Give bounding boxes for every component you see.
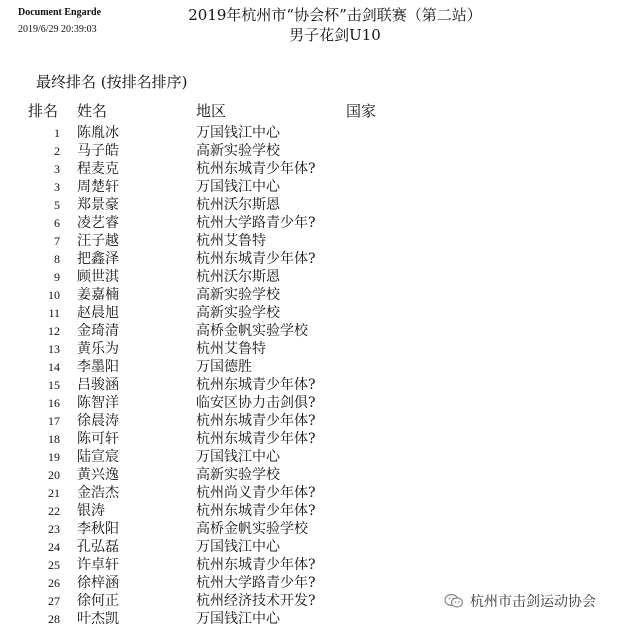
table-row bbox=[0, 520, 623, 538]
table-row bbox=[0, 214, 623, 232]
name-cell: 汪子越 bbox=[77, 233, 119, 249]
table-row bbox=[0, 286, 623, 304]
rank-cell: 13 bbox=[48, 342, 60, 356]
region-cell: 杭州东城青少年体? bbox=[196, 557, 316, 573]
region-cell: 高新实验学校 bbox=[196, 305, 280, 321]
rank-cell: 7 bbox=[54, 234, 60, 248]
name-cell: 顾世淇 bbox=[77, 269, 119, 285]
rank-cell: 9 bbox=[54, 270, 60, 284]
name-cell: 赵晨旭 bbox=[77, 305, 119, 321]
name-cell: 银涛 bbox=[77, 503, 105, 519]
watermark bbox=[444, 591, 596, 611]
rank-cell: 18 bbox=[48, 432, 60, 446]
table-row bbox=[0, 196, 623, 214]
region-cell: 杭州沃尔斯恩 bbox=[196, 197, 280, 213]
table-row bbox=[0, 502, 623, 520]
region-cell: 杭州东城青少年体? bbox=[196, 161, 316, 177]
rank-cell: 3 bbox=[54, 180, 60, 194]
page-title: 2019年杭州市“协会杯”击剑联赛（第二站） bbox=[188, 6, 482, 24]
table-row bbox=[0, 178, 623, 196]
software-label: Document Engarde bbox=[18, 7, 102, 18]
table-row bbox=[0, 268, 623, 286]
table-row bbox=[0, 412, 623, 430]
region-cell: 杭州东城青少年体? bbox=[196, 377, 316, 393]
name-cell: 凌艺睿 bbox=[77, 215, 119, 231]
name-cell: 吕骏涵 bbox=[77, 377, 119, 393]
rank-cell: 12 bbox=[48, 324, 60, 338]
print-datetime: 2019/6/29 20:39:03 bbox=[18, 24, 97, 35]
section-title: 最终排名 (按排名排序) bbox=[36, 73, 188, 91]
name-cell: 陈可轩 bbox=[77, 431, 119, 447]
rank-cell: 14 bbox=[48, 360, 60, 374]
region-cell: 万国钱江中心 bbox=[196, 179, 280, 195]
rank-cell: 17 bbox=[48, 414, 60, 428]
name-cell: 徐何正 bbox=[77, 593, 119, 609]
rank-cell: 19 bbox=[48, 450, 60, 464]
rank-cell: 15 bbox=[48, 378, 60, 392]
name-cell: 徐晨涛 bbox=[77, 413, 119, 429]
region-cell: 杭州东城青少年体? bbox=[196, 503, 316, 519]
table-row bbox=[0, 340, 623, 358]
rank-cell: 6 bbox=[54, 216, 60, 230]
rank-cell: 16 bbox=[48, 396, 60, 410]
name-cell: 陆宣宸 bbox=[77, 449, 119, 465]
rank-cell: 5 bbox=[54, 198, 60, 212]
name-cell: 周楚轩 bbox=[77, 179, 119, 195]
col-header-region: 地区 bbox=[196, 102, 227, 120]
col-header-country: 国家 bbox=[346, 102, 377, 120]
table-row bbox=[0, 556, 623, 574]
table-row bbox=[0, 610, 623, 628]
rank-cell: 23 bbox=[48, 522, 60, 536]
rank-cell: 3 bbox=[54, 162, 60, 176]
region-cell: 杭州大学路青少年? bbox=[196, 575, 316, 591]
region-cell: 杭州东城青少年体? bbox=[196, 251, 316, 267]
name-cell: 陈胤冰 bbox=[77, 125, 119, 141]
table-row bbox=[0, 250, 623, 268]
rank-cell: 28 bbox=[48, 612, 60, 626]
region-cell: 高新实验学校 bbox=[196, 467, 280, 483]
wechat-icon bbox=[444, 593, 464, 609]
region-cell: 临安区协力击剑俱? bbox=[196, 395, 316, 411]
table-row bbox=[0, 448, 623, 466]
region-cell: 万国钱江中心 bbox=[196, 449, 280, 465]
table-row bbox=[0, 376, 623, 394]
region-cell: 杭州东城青少年体? bbox=[196, 431, 316, 447]
rank-cell: 25 bbox=[48, 558, 60, 572]
table-row bbox=[0, 466, 623, 484]
col-header-rank: 排名 bbox=[28, 102, 59, 120]
region-cell: 杭州东城青少年体? bbox=[196, 413, 316, 429]
table-row bbox=[0, 304, 623, 322]
region-cell: 万国钱江中心 bbox=[196, 611, 280, 627]
name-cell: 李秋阳 bbox=[77, 521, 119, 537]
region-cell: 万国钱江中心 bbox=[196, 539, 280, 555]
name-cell: 陈智洋 bbox=[77, 395, 119, 411]
table-row bbox=[0, 142, 623, 160]
name-cell: 金琦清 bbox=[77, 323, 119, 339]
table-row bbox=[0, 574, 623, 592]
table-row bbox=[0, 394, 623, 412]
rank-cell: 2 bbox=[54, 144, 60, 158]
table-row bbox=[0, 322, 623, 340]
name-cell: 徐梓涵 bbox=[77, 575, 119, 591]
rank-cell: 11 bbox=[48, 306, 60, 320]
rank-cell: 20 bbox=[48, 468, 60, 482]
region-cell: 高新实验学校 bbox=[196, 143, 280, 159]
region-cell: 杭州大学路青少年? bbox=[196, 215, 316, 231]
region-cell: 杭州艾鲁特 bbox=[196, 341, 266, 357]
name-cell: 马子皓 bbox=[77, 143, 119, 159]
name-cell: 郑景豪 bbox=[77, 197, 119, 213]
name-cell: 程麦克 bbox=[77, 161, 119, 177]
table-row bbox=[0, 484, 623, 502]
region-cell: 杭州沃尔斯恩 bbox=[196, 269, 280, 285]
col-header-name: 姓名 bbox=[77, 102, 108, 120]
name-cell: 金浩杰 bbox=[77, 485, 119, 501]
region-cell: 杭州尚义青少年体? bbox=[196, 485, 316, 501]
name-cell: 李墨阳 bbox=[77, 359, 119, 375]
name-cell: 孔弘磊 bbox=[77, 539, 119, 555]
name-cell: 黄乐为 bbox=[77, 341, 119, 357]
region-cell: 万国钱江中心 bbox=[196, 125, 280, 141]
region-cell: 杭州经济技术开发? bbox=[196, 593, 316, 609]
region-cell: 高桥金帆实验学校 bbox=[196, 323, 308, 339]
rank-cell: 27 bbox=[48, 594, 60, 608]
rank-cell: 26 bbox=[48, 576, 60, 590]
page-subtitle: 男子花剑U10 bbox=[289, 26, 381, 44]
region-cell: 杭州艾鲁特 bbox=[196, 233, 266, 249]
name-cell: 把鑫泽 bbox=[77, 251, 119, 267]
rank-cell: 8 bbox=[54, 252, 60, 266]
name-cell: 姜嘉楠 bbox=[77, 287, 119, 303]
rank-cell: 22 bbox=[48, 504, 60, 518]
region-cell: 高新实验学校 bbox=[196, 287, 280, 303]
ranking-table bbox=[0, 124, 623, 628]
name-cell: 黄兴逸 bbox=[77, 467, 119, 483]
name-cell: 许卓轩 bbox=[77, 557, 119, 573]
rank-cell: 10 bbox=[48, 288, 60, 302]
table-row bbox=[0, 124, 623, 142]
table-row bbox=[0, 160, 623, 178]
rank-cell: 21 bbox=[48, 486, 60, 500]
rank-cell: 24 bbox=[48, 540, 60, 554]
region-cell: 万国德胜 bbox=[196, 359, 252, 375]
table-row bbox=[0, 232, 623, 250]
rank-cell: 1 bbox=[54, 126, 60, 140]
watermark-text: 杭州市击剑运动协会 bbox=[470, 594, 596, 610]
table-row bbox=[0, 538, 623, 556]
table-row bbox=[0, 430, 623, 448]
region-cell: 高桥金帆实验学校 bbox=[196, 521, 308, 537]
name-cell: 叶杰凯 bbox=[77, 611, 119, 627]
table-row bbox=[0, 358, 623, 376]
